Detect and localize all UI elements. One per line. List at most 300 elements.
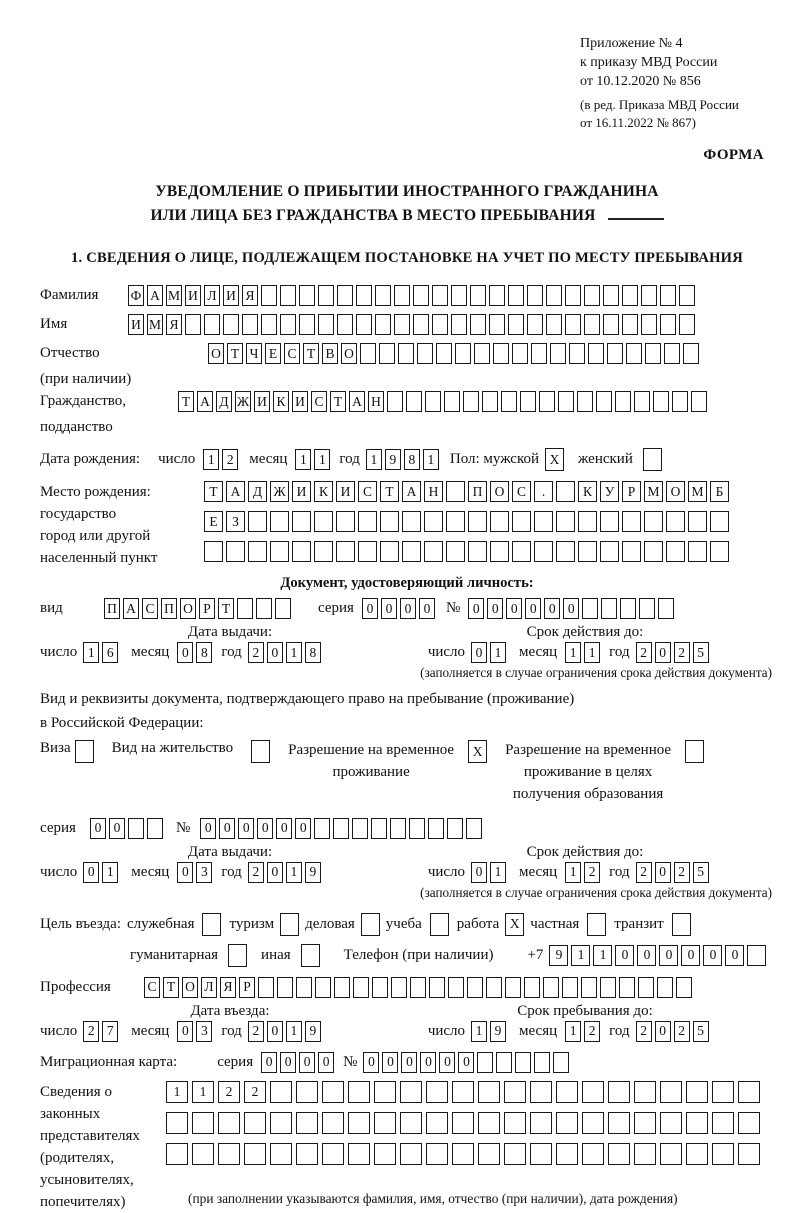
guardians-cell[interactable] — [738, 1112, 760, 1134]
birthplace-cell[interactable] — [534, 541, 553, 562]
guardians-cell[interactable] — [478, 1081, 500, 1103]
guardians-cell[interactable]: 2 — [244, 1081, 266, 1103]
birthplace-cells-1[interactable] — [204, 481, 732, 502]
doc-number-cell[interactable] — [639, 598, 655, 619]
rvp-number-cell[interactable]: 0 — [295, 818, 311, 839]
rvp-issue-month-cell[interactable]: 0 — [177, 862, 193, 883]
guardians-cell[interactable] — [244, 1112, 266, 1134]
birthplace-cell[interactable] — [600, 541, 619, 562]
patronymic-cell[interactable]: В — [322, 343, 338, 364]
official-cell[interactable] — [202, 913, 221, 936]
rvp-issue-year-cells[interactable] — [248, 862, 324, 883]
citizenship-cell[interactable] — [634, 391, 650, 412]
phone-cell[interactable]: 1 — [571, 945, 590, 966]
birthplace-cell[interactable] — [534, 511, 553, 532]
profession-cell[interactable] — [676, 977, 692, 998]
surname-cell[interactable]: Я — [242, 285, 258, 306]
birthplace-cell[interactable]: И — [292, 481, 311, 502]
patronymic-cell[interactable] — [455, 343, 471, 364]
patronymic-cell[interactable]: О — [341, 343, 357, 364]
other-checkbox[interactable] — [301, 944, 320, 967]
phone-cell[interactable]: 9 — [549, 945, 568, 966]
visa-checkbox[interactable] — [75, 740, 94, 763]
birthplace-cell[interactable] — [336, 541, 355, 562]
profession-cell[interactable] — [657, 977, 673, 998]
patronymic-cell[interactable] — [398, 343, 414, 364]
guardians-cell[interactable] — [478, 1112, 500, 1134]
guardians-cell[interactable] — [504, 1112, 526, 1134]
doc-valid-day-cell[interactable]: 0 — [471, 642, 487, 663]
profession-cell[interactable]: Л — [201, 977, 217, 998]
patronymic-cell[interactable] — [607, 343, 623, 364]
mc-number-cells[interactable] — [363, 1052, 572, 1073]
surname-cell[interactable] — [375, 285, 391, 306]
doc-valid-day-cells[interactable] — [471, 642, 509, 663]
name-cell[interactable] — [451, 314, 467, 335]
guardians-cell[interactable] — [296, 1112, 318, 1134]
patronymic-cell[interactable]: Т — [303, 343, 319, 364]
profession-cell[interactable] — [410, 977, 426, 998]
phone-cell[interactable]: 0 — [659, 945, 678, 966]
doc-number-cell[interactable]: 0 — [563, 598, 579, 619]
doc-number-cell[interactable] — [658, 598, 674, 619]
residence-permit-checkbox[interactable] — [251, 740, 270, 763]
guardians-cell[interactable] — [478, 1143, 500, 1165]
doc-valid-month-cells[interactable] — [565, 642, 603, 663]
surname-cell[interactable] — [622, 285, 638, 306]
name-cell[interactable] — [261, 314, 277, 335]
doc-series-cell[interactable]: 0 — [362, 598, 378, 619]
citizenship-cell[interactable] — [463, 391, 479, 412]
surname-cell[interactable]: И — [223, 285, 239, 306]
name-cell[interactable] — [185, 314, 201, 335]
temp-residence-edu-cell[interactable] — [685, 740, 704, 763]
birthplace-cell[interactable] — [666, 511, 685, 532]
guardians-cell[interactable] — [400, 1081, 422, 1103]
birthplace-cell[interactable] — [358, 541, 377, 562]
birthplace-cell[interactable]: К — [314, 481, 333, 502]
mc-series-cells[interactable] — [261, 1052, 337, 1073]
surname-cell[interactable] — [318, 285, 334, 306]
mc-series-cell[interactable]: 0 — [299, 1052, 315, 1073]
male-checkbox[interactable] — [545, 448, 564, 471]
guardians-cell[interactable] — [192, 1143, 214, 1165]
birth-year-cells[interactable] — [366, 449, 442, 470]
birthplace-cell[interactable]: С — [512, 481, 531, 502]
rvp-valid-year-cell[interactable]: 2 — [636, 862, 652, 883]
birthplace-cell[interactable] — [468, 511, 487, 532]
doc-issue-month-cell[interactable]: 0 — [177, 642, 193, 663]
name-cell[interactable] — [584, 314, 600, 335]
doc-kind-cell[interactable]: О — [180, 598, 196, 619]
rvp-issue-year-cell[interactable]: 0 — [267, 862, 283, 883]
name-cell[interactable] — [660, 314, 676, 335]
rvp-number-cell[interactable]: 0 — [219, 818, 235, 839]
birthplace-cell[interactable]: М — [644, 481, 663, 502]
birthplace-cell[interactable] — [622, 541, 641, 562]
profession-cell[interactable] — [619, 977, 635, 998]
citizenship-cell[interactable] — [406, 391, 422, 412]
guardians-cell[interactable] — [192, 1112, 214, 1134]
birth-year-cell[interactable]: 1 — [366, 449, 382, 470]
birthplace-cell[interactable]: Ж — [270, 481, 289, 502]
other-cell[interactable] — [301, 944, 320, 967]
tourism-cell[interactable] — [280, 913, 299, 936]
surname-cell[interactable] — [413, 285, 429, 306]
rvp-number-cell[interactable] — [466, 818, 482, 839]
surname-cell[interactable] — [527, 285, 543, 306]
guardians-cell[interactable] — [218, 1143, 240, 1165]
surname-cell[interactable] — [565, 285, 581, 306]
profession-cell[interactable]: О — [182, 977, 198, 998]
rvp-number-cell[interactable] — [390, 818, 406, 839]
birth-day-cell[interactable]: 2 — [222, 449, 238, 470]
doc-number-cell[interactable] — [601, 598, 617, 619]
birthplace-cell[interactable] — [446, 481, 465, 502]
doc-number-cell[interactable]: 0 — [487, 598, 503, 619]
profession-cell[interactable] — [467, 977, 483, 998]
doc-issue-day-cells[interactable] — [83, 642, 121, 663]
transit-cell[interactable] — [672, 913, 691, 936]
male-cell[interactable]: X — [545, 448, 564, 471]
guardians-cell[interactable] — [426, 1143, 448, 1165]
profession-cell[interactable] — [296, 977, 312, 998]
birthplace-cell[interactable]: П — [468, 481, 487, 502]
rvp-number-cell[interactable] — [333, 818, 349, 839]
doc-number-cell[interactable] — [582, 598, 598, 619]
profession-cell[interactable]: Т — [163, 977, 179, 998]
citizenship-cell[interactable] — [387, 391, 403, 412]
birthplace-cell[interactable]: О — [490, 481, 509, 502]
guardians-cell[interactable] — [608, 1143, 630, 1165]
stay-year-cell[interactable]: 2 — [674, 1021, 690, 1042]
phone-cell[interactable]: 0 — [681, 945, 700, 966]
birthplace-cell[interactable]: М — [688, 481, 707, 502]
patronymic-cell[interactable] — [569, 343, 585, 364]
birthplace-cell[interactable] — [380, 541, 399, 562]
guardians-cell[interactable] — [296, 1143, 318, 1165]
surname-cell[interactable] — [584, 285, 600, 306]
name-cell[interactable] — [280, 314, 296, 335]
mc-number-cell[interactable] — [515, 1052, 531, 1073]
phone-cell[interactable]: 1 — [593, 945, 612, 966]
citizenship-cell[interactable] — [425, 391, 441, 412]
name-cell[interactable] — [394, 314, 410, 335]
birthplace-cell[interactable]: А — [402, 481, 421, 502]
profession-cell[interactable] — [638, 977, 654, 998]
guardians-cell[interactable] — [634, 1112, 656, 1134]
guardians-cell[interactable]: 1 — [192, 1081, 214, 1103]
birthplace-cell[interactable] — [710, 541, 729, 562]
guardians-cell[interactable] — [400, 1143, 422, 1165]
humanitarian-checkbox[interactable] — [228, 944, 247, 967]
birthplace-cell[interactable] — [578, 541, 597, 562]
guardians-cell[interactable] — [296, 1081, 318, 1103]
birthplace-cell[interactable]: Р — [622, 481, 641, 502]
stay-month-cells[interactable] — [565, 1021, 603, 1042]
profession-cell[interactable] — [600, 977, 616, 998]
guardians-cell[interactable] — [166, 1143, 188, 1165]
birthplace-cell[interactable]: З — [226, 511, 245, 532]
temp-residence-edu-checkbox[interactable] — [685, 740, 704, 763]
birth-year-cell[interactable]: 9 — [385, 449, 401, 470]
citizenship-cell[interactable]: И — [254, 391, 270, 412]
stay-year-cell[interactable]: 2 — [636, 1021, 652, 1042]
surname-cell[interactable] — [679, 285, 695, 306]
birthplace-cells-2[interactable] — [204, 511, 732, 532]
guardians-cell[interactable] — [374, 1143, 396, 1165]
citizenship-cell[interactable] — [691, 391, 707, 412]
birthplace-cell[interactable] — [644, 541, 663, 562]
citizenship-cell[interactable]: А — [197, 391, 213, 412]
citizenship-cell[interactable]: К — [273, 391, 289, 412]
guardians-cell[interactable] — [530, 1143, 552, 1165]
entry-month-cell[interactable]: 0 — [177, 1021, 193, 1042]
work-checkbox[interactable] — [505, 913, 524, 936]
study-cell[interactable] — [430, 913, 449, 936]
birthplace-cell[interactable] — [446, 541, 465, 562]
birth-month-cell[interactable]: 1 — [314, 449, 330, 470]
rvp-number-cell[interactable] — [428, 818, 444, 839]
rvp-issue-year-cell[interactable]: 1 — [286, 862, 302, 883]
patronymic-cell[interactable] — [493, 343, 509, 364]
birthplace-cell[interactable] — [600, 511, 619, 532]
doc-series-cell[interactable]: 0 — [419, 598, 435, 619]
patronymic-cell[interactable] — [664, 343, 680, 364]
citizenship-cell[interactable]: Н — [368, 391, 384, 412]
name-cell[interactable] — [565, 314, 581, 335]
guardians-cell[interactable] — [660, 1081, 682, 1103]
surname-cell[interactable] — [280, 285, 296, 306]
birthplace-cell[interactable]: Н — [424, 481, 443, 502]
surname-cell[interactable] — [470, 285, 486, 306]
surname-cell[interactable] — [299, 285, 315, 306]
profession-cell[interactable] — [258, 977, 274, 998]
birthplace-cell[interactable] — [622, 511, 641, 532]
birth-day-cells[interactable] — [203, 449, 241, 470]
mc-number-cell[interactable] — [496, 1052, 512, 1073]
name-cell[interactable] — [603, 314, 619, 335]
birthplace-cell[interactable] — [336, 511, 355, 532]
phone-cell[interactable] — [747, 945, 766, 966]
entry-year-cell[interactable]: 1 — [286, 1021, 302, 1042]
business-cell[interactable] — [361, 913, 380, 936]
rvp-valid-day-cells[interactable] — [471, 862, 509, 883]
doc-number-cells[interactable] — [468, 598, 677, 619]
female-cell[interactable] — [643, 448, 662, 471]
entry-year-cell[interactable]: 9 — [305, 1021, 321, 1042]
guardians-cell[interactable] — [712, 1143, 734, 1165]
guardians-cell[interactable] — [634, 1143, 656, 1165]
rvp-number-cell[interactable] — [447, 818, 463, 839]
name-cell[interactable] — [299, 314, 315, 335]
birthplace-cell[interactable] — [556, 511, 575, 532]
entry-day-cell[interactable]: 2 — [83, 1021, 99, 1042]
guardians-cell[interactable] — [660, 1112, 682, 1134]
surname-cell[interactable] — [451, 285, 467, 306]
name-cell[interactable] — [679, 314, 695, 335]
official-checkbox[interactable] — [202, 913, 221, 936]
profession-cell[interactable]: С — [144, 977, 160, 998]
patronymic-cells[interactable] — [208, 343, 702, 364]
doc-issue-year-cell[interactable]: 0 — [267, 642, 283, 663]
profession-cell[interactable] — [562, 977, 578, 998]
entry-day-cells[interactable] — [83, 1021, 121, 1042]
guardians-cell[interactable] — [348, 1143, 370, 1165]
doc-kind-cell[interactable]: А — [123, 598, 139, 619]
birthplace-cell[interactable] — [358, 511, 377, 532]
patronymic-cell[interactable] — [531, 343, 547, 364]
name-cell[interactable]: Я — [166, 314, 182, 335]
surname-cell[interactable]: Ф — [128, 285, 144, 306]
guardians-cell[interactable] — [608, 1081, 630, 1103]
mc-number-cell[interactable] — [534, 1052, 550, 1073]
guardians-cell[interactable]: 1 — [166, 1081, 188, 1103]
guardians-cell[interactable] — [530, 1112, 552, 1134]
rvp-series-cell[interactable] — [147, 818, 163, 839]
doc-issue-year-cell[interactable]: 2 — [248, 642, 264, 663]
surname-cell[interactable] — [641, 285, 657, 306]
patronymic-cell[interactable] — [474, 343, 490, 364]
patronymic-cell[interactable] — [436, 343, 452, 364]
surname-cell[interactable] — [356, 285, 372, 306]
doc-issue-day-cell[interactable]: 6 — [102, 642, 118, 663]
patronymic-cell[interactable]: Е — [265, 343, 281, 364]
surname-cell[interactable] — [508, 285, 524, 306]
citizenship-cell[interactable] — [577, 391, 593, 412]
guardians-cell[interactable] — [270, 1081, 292, 1103]
transit-checkbox[interactable] — [672, 913, 691, 936]
residence-permit-cell[interactable] — [251, 740, 270, 763]
profession-cell[interactable]: Я — [220, 977, 236, 998]
mc-number-cell[interactable]: 0 — [458, 1052, 474, 1073]
doc-series-cells[interactable] — [362, 598, 438, 619]
doc-valid-year-cells[interactable] — [636, 642, 712, 663]
birthplace-cell[interactable] — [380, 511, 399, 532]
guardians-cell[interactable] — [738, 1143, 760, 1165]
birthplace-cell[interactable]: . — [534, 481, 553, 502]
doc-kind-cell[interactable] — [256, 598, 272, 619]
birthplace-cell[interactable]: А — [226, 481, 245, 502]
entry-year-cell[interactable]: 2 — [248, 1021, 264, 1042]
guardians-cell[interactable] — [374, 1081, 396, 1103]
birthplace-cell[interactable]: К — [578, 481, 597, 502]
tourism-checkbox[interactable] — [280, 913, 299, 936]
doc-issue-day-cell[interactable]: 1 — [83, 642, 99, 663]
guardians-cell[interactable] — [686, 1081, 708, 1103]
entry-month-cell[interactable]: 3 — [196, 1021, 212, 1042]
doc-series-cell[interactable]: 0 — [381, 598, 397, 619]
rvp-number-cells[interactable] — [200, 818, 485, 839]
birthplace-cell[interactable] — [270, 541, 289, 562]
mc-number-cell[interactable]: 0 — [363, 1052, 379, 1073]
doc-number-cell[interactable] — [620, 598, 636, 619]
citizenship-cell[interactable]: И — [292, 391, 308, 412]
birthplace-cell[interactable]: Е — [204, 511, 223, 532]
citizenship-cell[interactable] — [539, 391, 555, 412]
name-cell[interactable] — [337, 314, 353, 335]
guardians-cell[interactable] — [504, 1081, 526, 1103]
birthplace-cell[interactable] — [248, 511, 267, 532]
guardians-cell[interactable] — [270, 1112, 292, 1134]
rvp-series-cell[interactable]: 0 — [90, 818, 106, 839]
profession-cell[interactable] — [429, 977, 445, 998]
rvp-valid-month-cells[interactable] — [565, 862, 603, 883]
citizenship-cell[interactable] — [501, 391, 517, 412]
rvp-valid-year-cell[interactable]: 0 — [655, 862, 671, 883]
guardians-cell[interactable] — [452, 1112, 474, 1134]
stay-day-cell[interactable]: 1 — [471, 1021, 487, 1042]
guardians-cell[interactable] — [608, 1112, 630, 1134]
rvp-issue-day-cell[interactable]: 0 — [83, 862, 99, 883]
birthplace-cell[interactable]: Т — [380, 481, 399, 502]
name-cell[interactable] — [622, 314, 638, 335]
guardians-cell[interactable] — [374, 1112, 396, 1134]
name-cell[interactable] — [641, 314, 657, 335]
rvp-valid-year-cell[interactable]: 5 — [693, 862, 709, 883]
profession-cell[interactable] — [524, 977, 540, 998]
rvp-issue-day-cell[interactable]: 1 — [102, 862, 118, 883]
profession-cell[interactable] — [334, 977, 350, 998]
mc-number-cell[interactable]: 0 — [420, 1052, 436, 1073]
doc-kind-cells[interactable] — [104, 598, 294, 619]
citizenship-cell[interactable] — [558, 391, 574, 412]
profession-cell[interactable] — [543, 977, 559, 998]
doc-number-cell[interactable]: 0 — [468, 598, 484, 619]
name-cell[interactable]: И — [128, 314, 144, 335]
citizenship-cell[interactable]: А — [349, 391, 365, 412]
birthplace-cell[interactable] — [688, 541, 707, 562]
mc-number-cell[interactable]: 0 — [401, 1052, 417, 1073]
birthplace-cell[interactable] — [226, 541, 245, 562]
doc-number-cell[interactable]: 0 — [506, 598, 522, 619]
rvp-number-cell[interactable]: 0 — [200, 818, 216, 839]
stay-month-cell[interactable]: 2 — [584, 1021, 600, 1042]
phone-cell[interactable]: 0 — [637, 945, 656, 966]
patronymic-cell[interactable]: С — [284, 343, 300, 364]
doc-valid-month-cell[interactable]: 1 — [565, 642, 581, 663]
guardians-cell[interactable] — [582, 1112, 604, 1134]
mc-series-cell[interactable]: 0 — [261, 1052, 277, 1073]
profession-cell[interactable] — [391, 977, 407, 998]
profession-cell[interactable] — [277, 977, 293, 998]
stay-day-cells[interactable] — [471, 1021, 509, 1042]
guardians-cell[interactable] — [322, 1081, 344, 1103]
mc-series-cell[interactable]: 0 — [280, 1052, 296, 1073]
guardians-cell[interactable] — [452, 1081, 474, 1103]
doc-valid-year-cell[interactable]: 2 — [674, 642, 690, 663]
citizenship-cell[interactable]: Т — [178, 391, 194, 412]
name-cells[interactable] — [128, 314, 698, 335]
surname-cell[interactable] — [394, 285, 410, 306]
birth-year-cell[interactable]: 1 — [423, 449, 439, 470]
citizenship-cell[interactable] — [482, 391, 498, 412]
birthplace-cell[interactable] — [512, 541, 531, 562]
surname-cell[interactable] — [546, 285, 562, 306]
birthplace-cell[interactable] — [292, 541, 311, 562]
name-cell[interactable] — [242, 314, 258, 335]
name-cell[interactable] — [318, 314, 334, 335]
rvp-series-cell[interactable] — [128, 818, 144, 839]
guardians-cell[interactable] — [504, 1143, 526, 1165]
doc-issue-month-cell[interactable]: 8 — [196, 642, 212, 663]
guardians-cell[interactable] — [582, 1143, 604, 1165]
birthplace-cell[interactable] — [292, 511, 311, 532]
guardians-cell[interactable] — [166, 1112, 188, 1134]
birthplace-cell[interactable]: У — [600, 481, 619, 502]
study-checkbox[interactable] — [430, 913, 449, 936]
birthplace-cell[interactable] — [556, 481, 575, 502]
